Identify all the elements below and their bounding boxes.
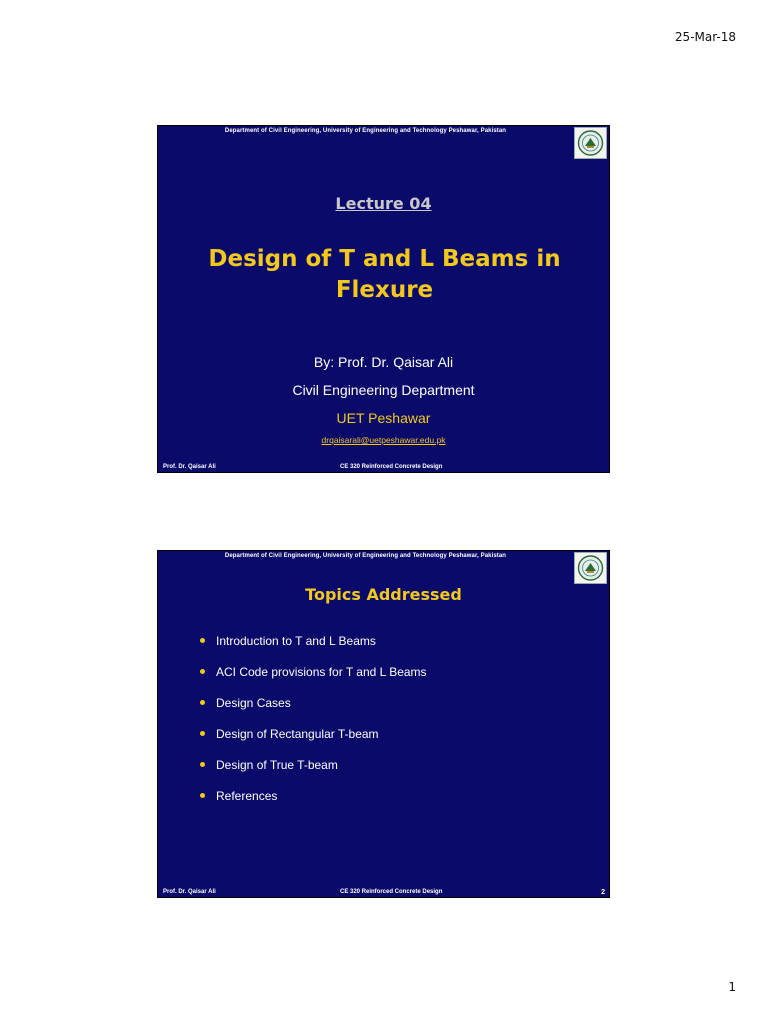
slide-header: Department of Civil Engineering, University of Engineering and Technology Peshawar, Pakistan — [224, 128, 507, 134]
slide-topics — [157, 550, 610, 898]
lecture-label: Lecture 04 — [335, 194, 432, 213]
topic-item — [200, 788, 427, 819]
institution-name: UET Peshawar — [336, 410, 431, 426]
slide-footer-author: Prof. Dr. Qaisar Ali — [163, 889, 216, 895]
topic-text: Design Cases — [216, 696, 291, 710]
topic-text: ACI Code provisions for T and L Beams — [216, 665, 427, 679]
department-name: Civil Engineering Department — [292, 382, 475, 398]
topics-title: Topics Addressed — [305, 585, 462, 604]
bullet-icon — [200, 638, 205, 643]
slide-title — [157, 125, 610, 473]
slide-number: 2 — [601, 889, 605, 896]
topic-text: Introduction to T and L Beams — [216, 634, 376, 648]
topic-list — [200, 633, 427, 819]
topic-text: Design of True T-beam — [216, 758, 338, 772]
slide-footer-course: CE 320 Reinforced Concrete Design — [340, 464, 443, 470]
slide-footer-author: Prof. Dr. Qaisar Ali — [163, 464, 216, 470]
topic-item — [200, 726, 427, 757]
topic-item — [200, 633, 427, 664]
bullet-icon — [200, 669, 205, 674]
topic-item — [200, 757, 427, 788]
topic-text: Design of Rectangular T-beam — [216, 727, 379, 741]
slide-main-title: Design of T and L Beams in Flexure — [208, 246, 561, 303]
bullet-icon — [200, 762, 205, 767]
bullet-icon — [200, 700, 205, 705]
topic-text: References — [216, 789, 278, 803]
slide-header: Department of Civil Engineering, University of Engineering and Technology Peshawar, Pakistan — [224, 553, 507, 559]
bullet-icon — [200, 793, 205, 798]
topic-item — [200, 664, 427, 695]
page-number: 1 — [728, 980, 736, 994]
university-seal-icon — [574, 127, 607, 159]
author-name: By: Prof. Dr. Qaisar Ali — [313, 354, 454, 370]
author-email-link[interactable]: drqaisarali@uetpeshawar.edu.pk — [321, 435, 446, 445]
bullet-icon — [200, 731, 205, 736]
university-seal-icon — [574, 552, 607, 584]
page-date: 25-Mar-18 — [674, 30, 736, 44]
topic-item — [200, 695, 427, 726]
slide-footer-course: CE 320 Reinforced Concrete Design — [340, 889, 443, 895]
